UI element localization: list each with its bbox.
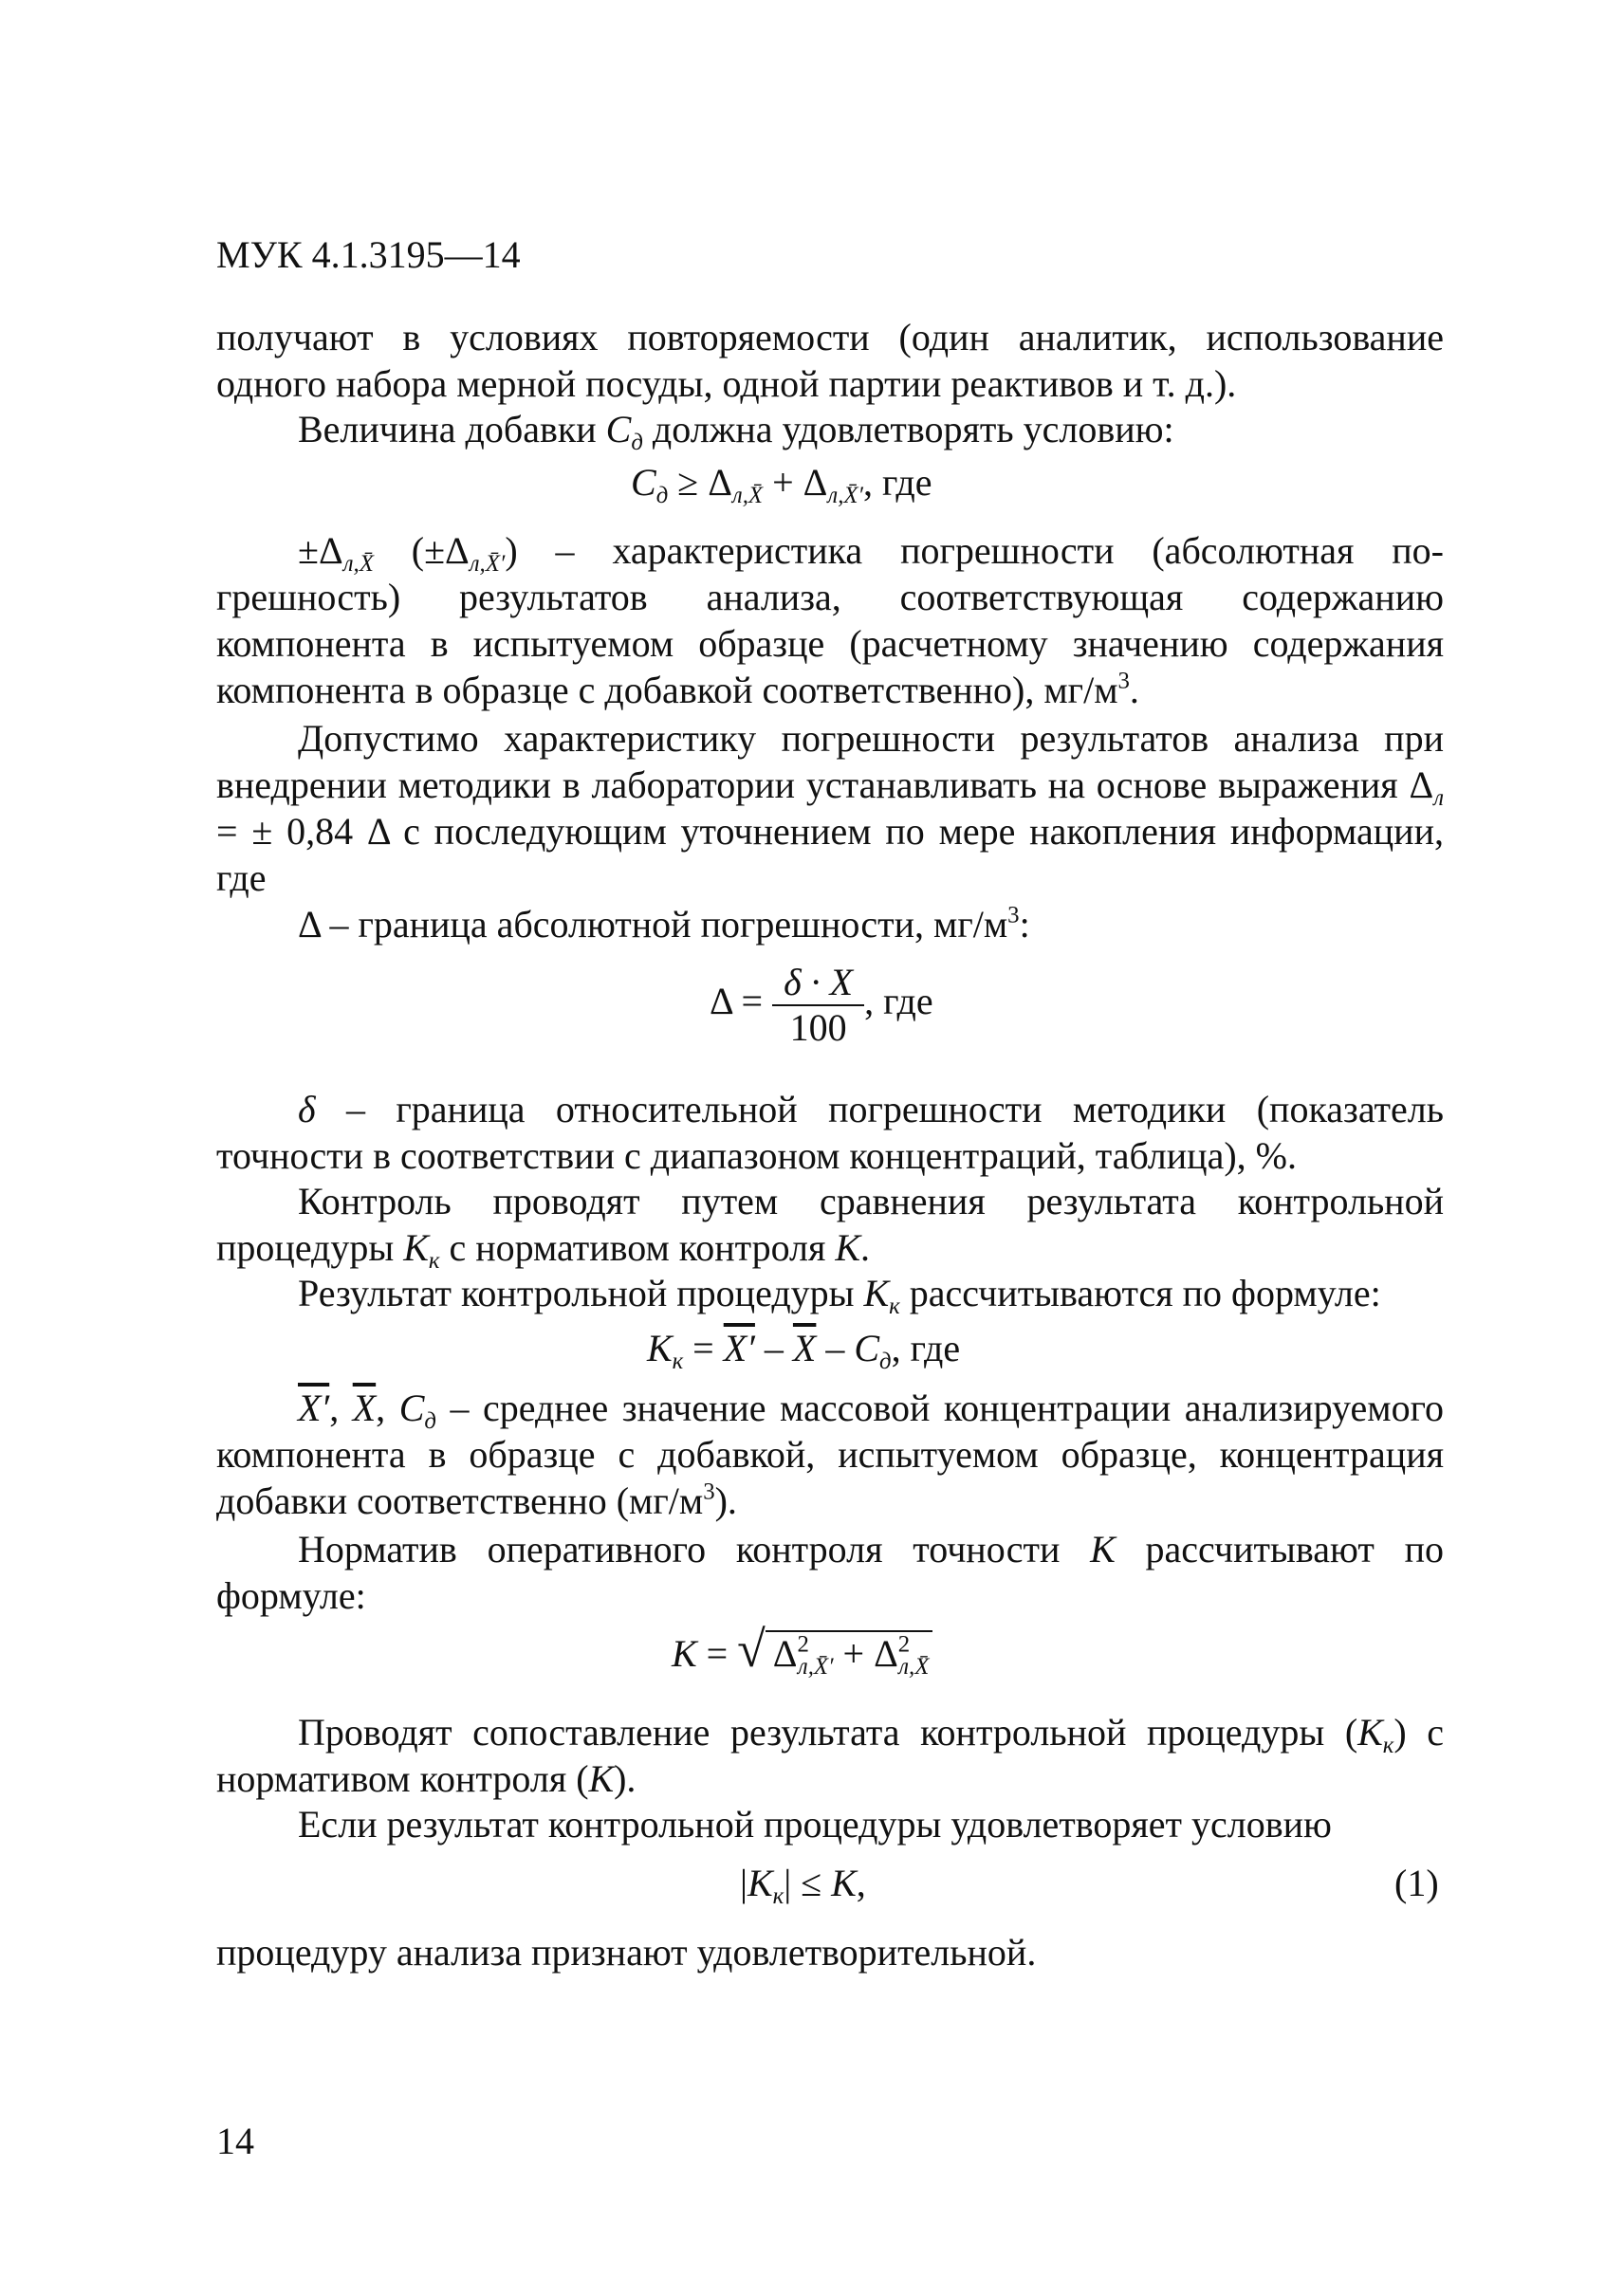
formula-additive-condition: $C_д \ge \Delta_{л,X̄} + \Delta_{л,X̄'}$, где — [631, 461, 932, 508]
paragraph-conclusion: процедуру анализа признают удовлетворительной. — [216, 1931, 1037, 1974]
fraction-numerator: δ · X — [772, 961, 864, 1006]
paragraph-norm-calculation: Норматив оперативного контроля точности К рассчитывают по формуле: — [216, 1528, 1445, 1617]
paragraph-mean-values: X′, $\overline{X}$, $C_д$ – среднее значение массовой концентрации анализируемого компонента в образце с добавкой, испытуемом образце, концентрация добавки соответственно $(мг/м^3)$. — [216, 1387, 1445, 1522]
document-code — [216, 231, 521, 278]
paragraph-control-comparison: Контроль проводят путем сравнения результата контрольной процедуры $К_к$ с нормативом контроля К. — [216, 1180, 1444, 1274]
formula-delta: Δ = $\frac{\delta \cdot X}{100}$ , где — [710, 961, 933, 1049]
paragraph-condition-intro: Если результат контрольной процедуры удовлетворяет условию — [298, 1803, 1332, 1846]
paragraph-admissible-characteristic: Допустимо характеристику погрешности результатов анализа при внедрении методики в лаборатории устанавливать на основе выражения $\Delta_л$ = ± 0,84 Δ с последующим уточнением по мере накопления информации, где — [216, 717, 1444, 899]
fraction-denominator: 100 — [789, 1006, 847, 1049]
paragraph-comparison: Проводят сопоставление результата контрольной процедуры $(К_к)$ с нормативом контроля (К). — [216, 1711, 1444, 1800]
paragraph-line-1: получают в условиях повторяемости (один аналитик, использование — [216, 316, 1444, 358]
paragraph-control-result: Результат контрольной процедуры $К_к$ рассчитываются по формуле: — [298, 1272, 1381, 1319]
equation-number: (1) — [1394, 1862, 1439, 1904]
formula-condition: $|К_к| \le К$, — [740, 1862, 866, 1909]
symbol-c: C — [605, 408, 632, 450]
radical-sign: √ — [737, 1621, 766, 1678]
paragraph-error-definition: $\pm\Delta_{л,X̄}$ $(\pm\Delta_{л,X̄'})$ – характеристика погрешности (абсолютная по- грешность) результатов анализа, соответствующая содержанию компонента в испытуемом образце (расчетному значению содержания компонента в образце с добавкой соответственно), $мг/м^3$. — [216, 529, 1444, 711]
document-code-text: МУК 4.1.3195—14 — [216, 233, 521, 276]
paragraph-line-2: одного набора мерной посуды, одной партии реактивов и т. д.). — [216, 362, 1237, 405]
formula-norm: К = √ $\Delta^2_{л,X̄'} + \Delta^2_{л,X̄}$ — [672, 1626, 932, 1677]
paragraph-continuation — [216, 314, 1444, 407]
paragraph-additive-condition: Величина добавки $C_д$ должна удовлетворять условию: — [298, 408, 1174, 455]
paragraph-relative-error: δ – граница относительной погрешности методики (показатель точности в соответствии с диапазоном концентраций, таблица), %. — [216, 1088, 1444, 1177]
page-number: 14 — [216, 2120, 254, 2162]
formula-control-result: $К_к = X' - \overline{X} - C_д$, где — [647, 1327, 961, 1374]
paragraph-absolute-error: Δ – граница абсолютной погрешности, $мг/м^3$: — [298, 902, 1030, 946]
